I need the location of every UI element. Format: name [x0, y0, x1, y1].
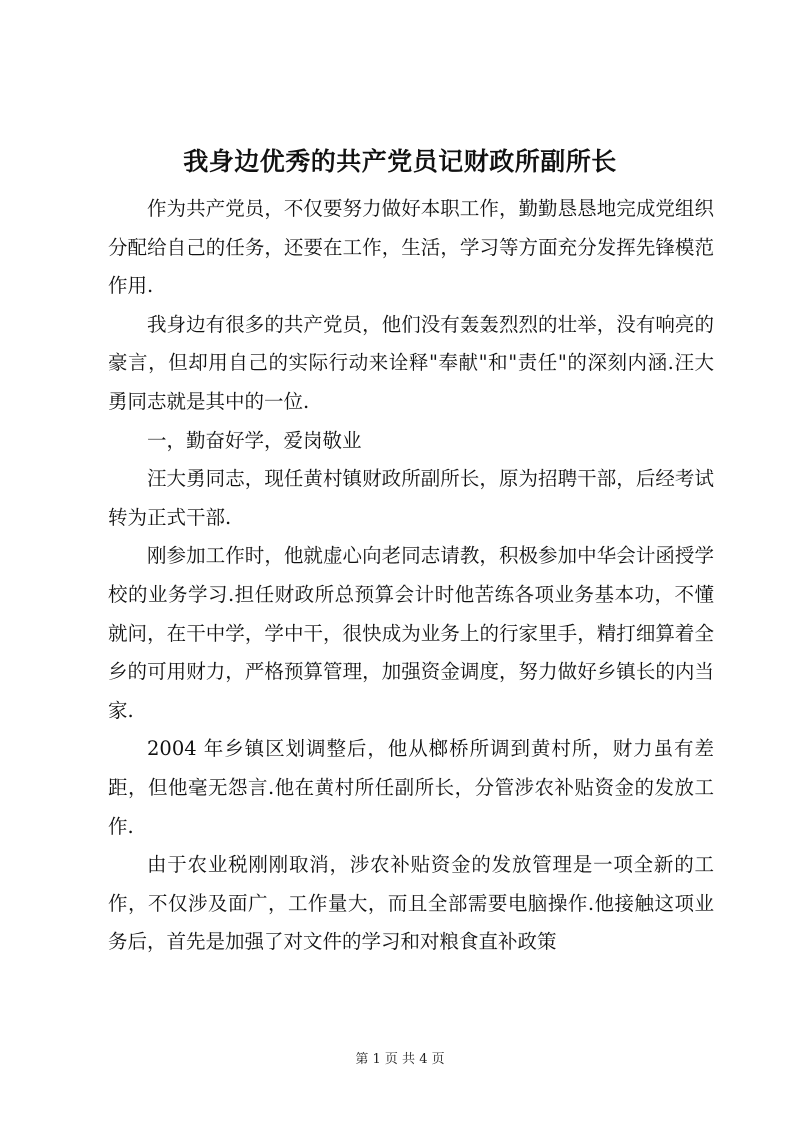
paragraph: 刚参加工作时，他就虚心向老同志请教，积极参加中华会计函授学校的业务学习.担任财政所总预算会计时他苦练各项业务基本功，不懂就问，在干中学，学中干，很快成为业务上的行家里手，精打细算着全乡的可用财力，严格预算管理，加强资金调度，努力做好乡镇长的内当家. [108, 544, 714, 722]
section-heading: 一，勤奋好学，爱岗敬业 [147, 428, 362, 452]
paragraph: 2004 年乡镇区划调整后，他从榔桥所调到黄村所，财力虽有差距，但他毫无怨言.他在黄村所任副所长，分管涉农补贴资金的发放工作. [108, 737, 714, 838]
paragraph: 汪大勇同志，现任黄村镇财政所副所长，原为招聘干部，后经考试转为正式干部. [108, 467, 714, 529]
paragraph: 由于农业税刚刚取消，涉农补贴资金的发放管理是一项全新的工作，不仅涉及面广，工作量大，而且全部需要电脑操作.他接触这项业务后，首先是加强了对文件的学习和对粮食直补政策 [108, 853, 714, 954]
page-title: 我身边优秀的共产党员记财政所副所长 [183, 147, 617, 176]
page-footer: 第 1 页 共 4 页 [355, 1052, 445, 1067]
document-body [108, 190, 714, 962]
paragraph: 作为共产党员，不仅要努力做好本职工作，勤勤恳恳地完成党组织分配给自己的任务，还要在工作，生活，学习等方面充分发挥先锋模范作用. [108, 197, 714, 298]
paragraph: 我身边有很多的共产党员，他们没有轰轰烈烈的壮举，没有响亮的豪言，但却用自己的实际行动来诠释"奉献"和"责任"的深刻内涵.汪大勇同志就是其中的一位. [108, 312, 714, 413]
